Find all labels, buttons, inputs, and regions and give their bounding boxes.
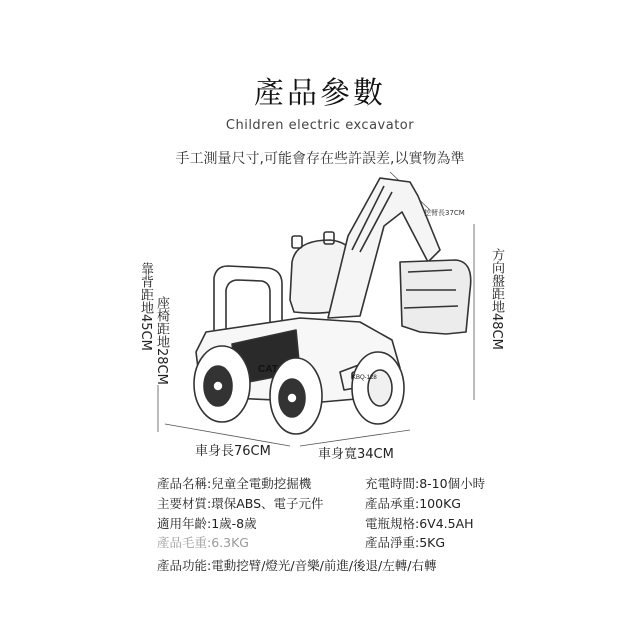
page-subtitle: Children electric excavator — [225, 118, 415, 133]
light-left — [292, 236, 302, 248]
backrest-height-label: 靠背距地45CM — [138, 262, 153, 351]
front-right-wheel — [352, 352, 404, 424]
model-decal: KBQ-128 — [352, 375, 377, 381]
spec-gross-weight: 產品毛重:6.3KG — [157, 535, 249, 550]
spec-material: 主要材質:環保ABS、電子元件 — [157, 496, 324, 511]
spec-net-weight: 產品淨重:5KG — [365, 535, 446, 550]
spec-battery: 電瓶規格:6V4.5AH — [365, 516, 474, 531]
spec-name: 產品名稱:兒童全電動挖掘機 — [157, 476, 312, 491]
seat-height-label: 座椅距地28CM — [154, 296, 169, 385]
arm-length-label: 挖臂長37CM — [424, 209, 465, 217]
measurement-note: 手工測量尺寸,可能會存在些許誤差,以實物為準 — [175, 151, 465, 167]
body-length-label: 車身長76CM — [195, 444, 271, 459]
body-width-label: 車身寬34CM — [318, 447, 394, 462]
steering-height-label: 方向盤距地48CM — [489, 248, 504, 350]
brand-decal: CAT — [258, 364, 278, 375]
rear-wheel — [194, 346, 250, 422]
spec-age: 適用年齡:1歲-8歲 — [157, 516, 257, 531]
page-title: 產品參數 — [254, 76, 386, 111]
spec-charge-time: 充電時間:8-10個小時 — [365, 476, 486, 491]
spec-functions: 產品功能:電動挖臂/燈光/音樂/前進/後退/左轉/右轉 — [157, 558, 437, 573]
spec-load: 產品承重:100KG — [365, 496, 461, 511]
